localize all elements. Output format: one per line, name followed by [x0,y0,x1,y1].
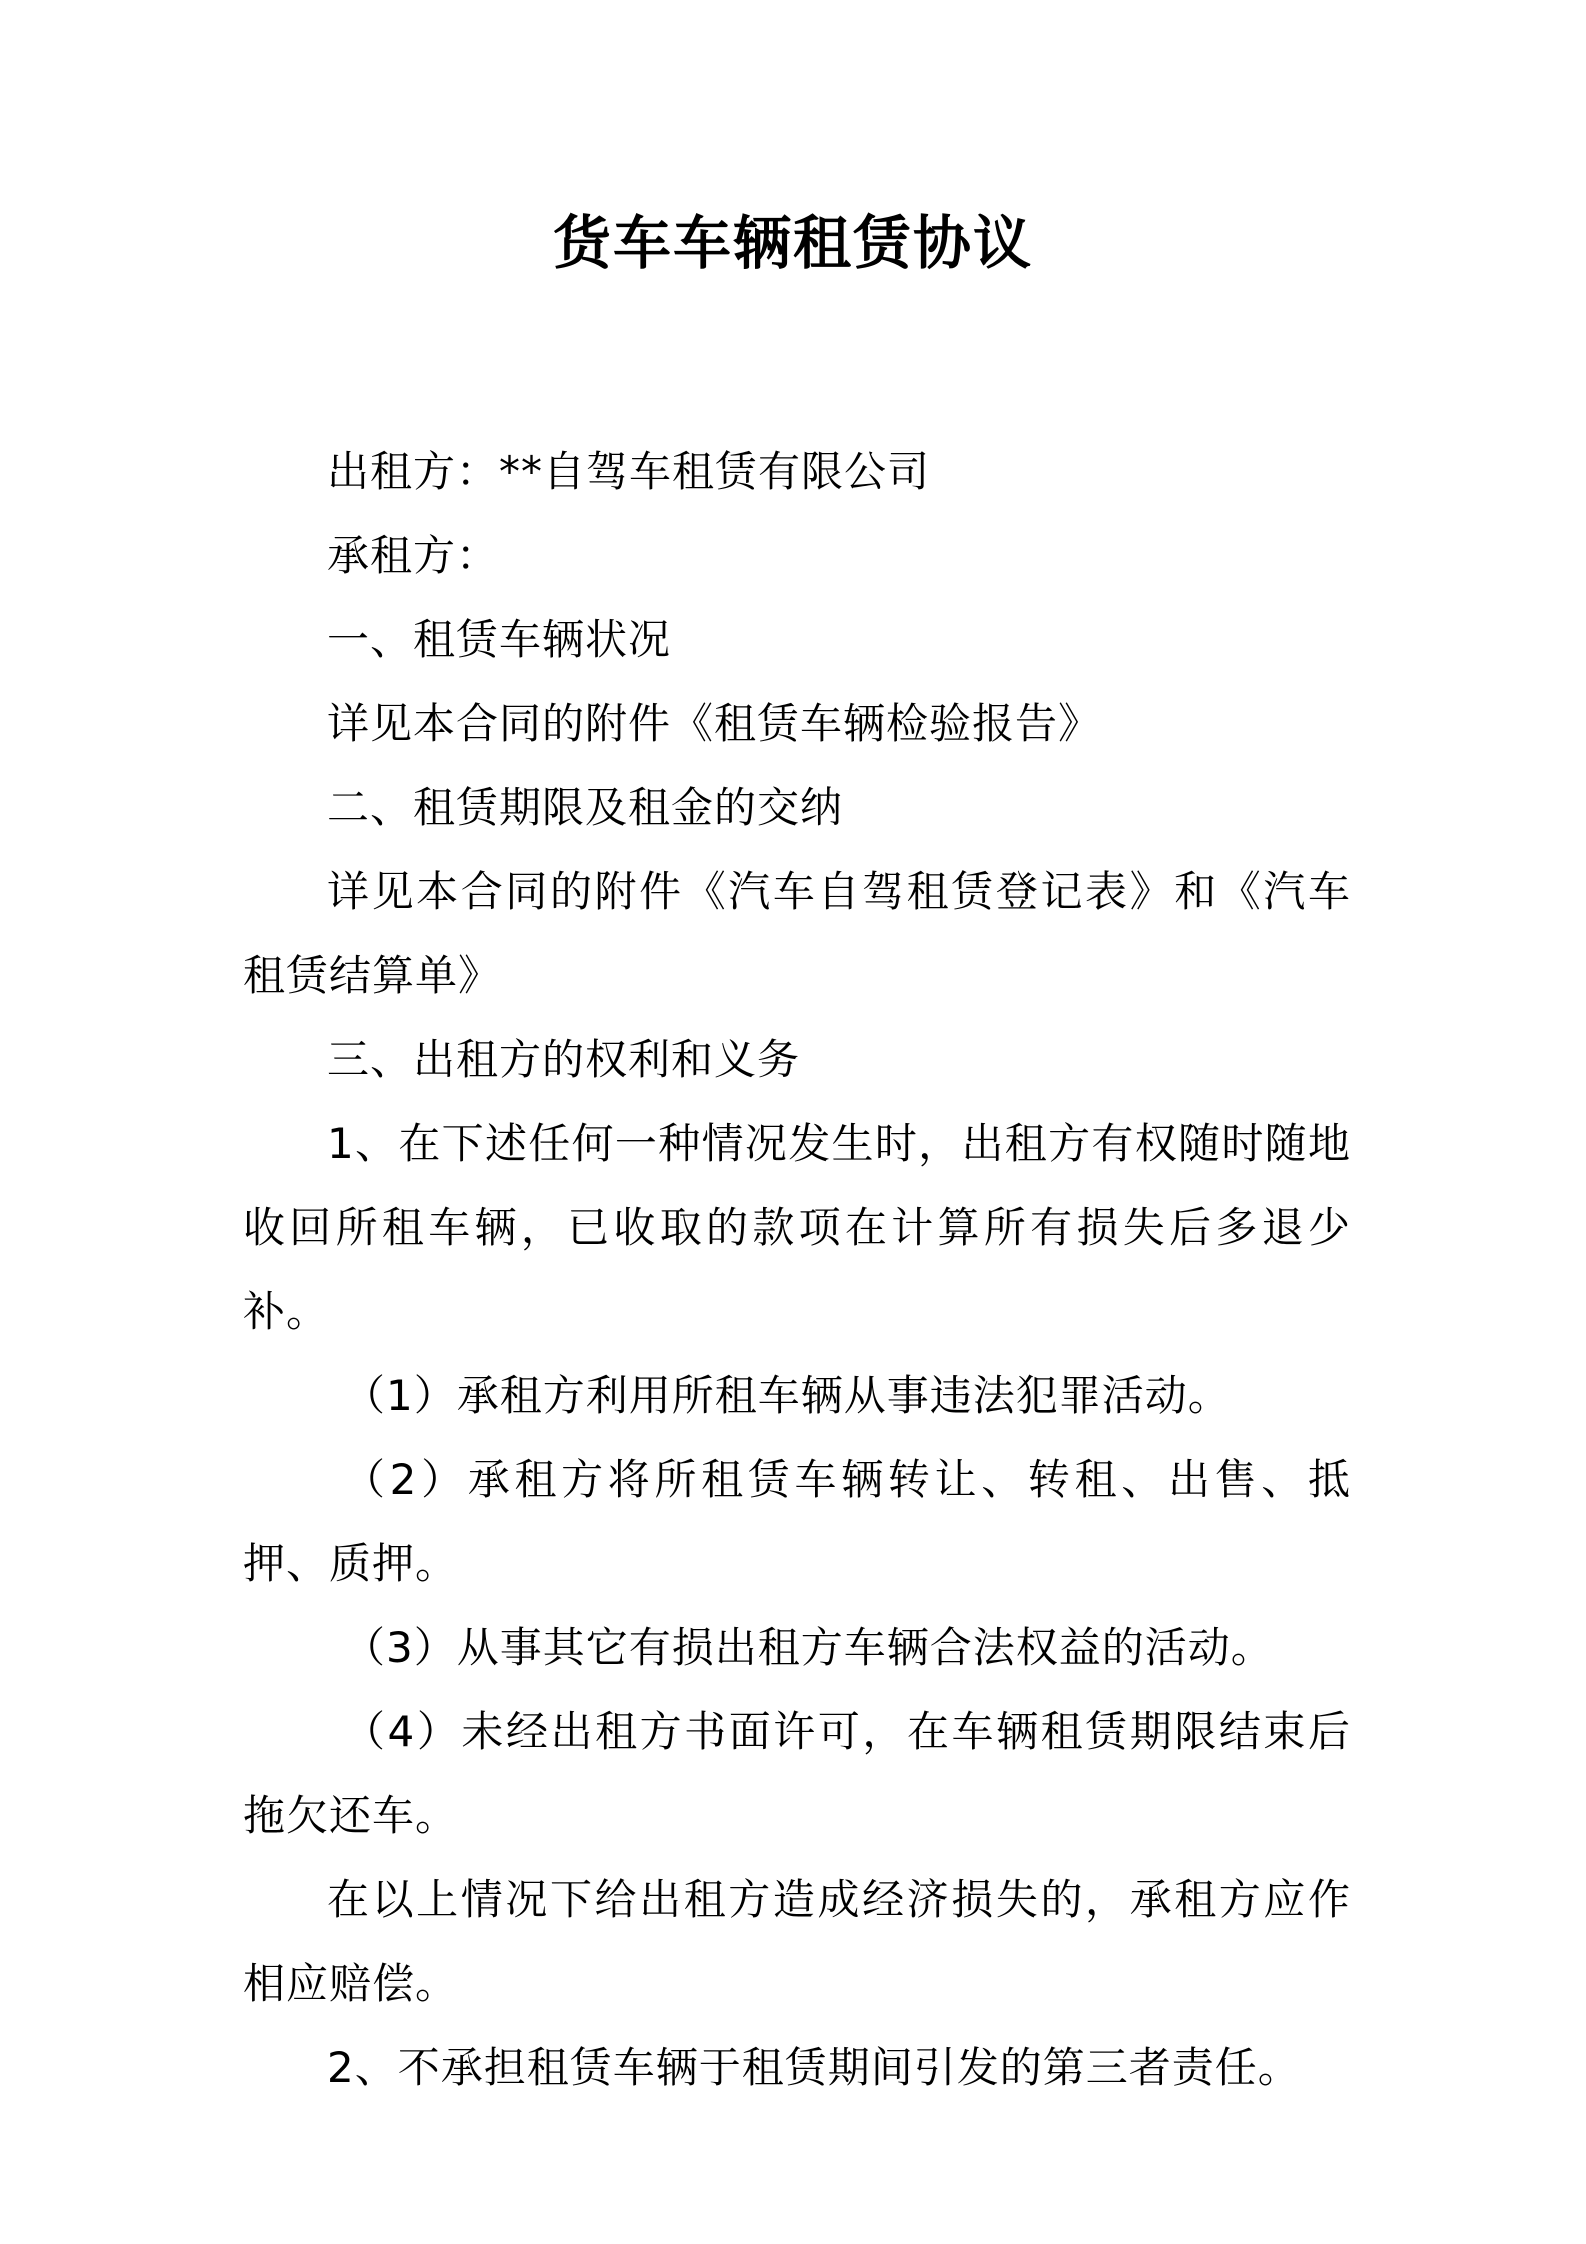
paragraph: 详见本合同的附件《租赁车辆检验报告》 [327,699,1102,748]
clause-1: 1、在下述任何一种情况发生时，出租方有权随时随地收回所租车辆，已收取的款项在计算所有损失后多退少补。 [243,1119,1351,1336]
clause-2: 2、不承担租赁车辆于租赁期间引发的第三者责任。 [327,2043,1301,2092]
paragraph: 在以上情况下给出租方造成经济损失的，承租方应作相应赔偿。 [243,1875,1351,2008]
paragraph: 详见本合同的附件《汽车自驾租赁登记表》和《汽车租赁结算单》 [243,867,1351,1000]
section-heading-3: 三、出租方的权利和义务 [327,1035,801,1084]
section-heading-2: 二、租赁期限及租金的交纳 [327,783,844,832]
sub-clause-4: （4）未经出租方书面许可，在车辆租赁期限结束后拖欠还车。 [243,1707,1351,1840]
lessor-line: 出租方：**自驾车租赁有限公司 [327,447,931,496]
sub-clause-2: （2）承租方将所租赁车辆转让、转租、出售、抵押、质押。 [243,1455,1351,1588]
lessee-line: 承租方： [327,531,500,580]
document-body [243,430,1351,2110]
document-title: 货车车辆租赁协议 [552,209,1033,277]
sub-clause-3: （3）从事其它有损出租方车辆合法权益的活动。 [343,1623,1274,1672]
sub-clause-1: （1）承租方利用所租车辆从事违法犯罪活动。 [343,1371,1231,1420]
section-heading-1: 一、租赁车辆状况 [327,615,672,664]
